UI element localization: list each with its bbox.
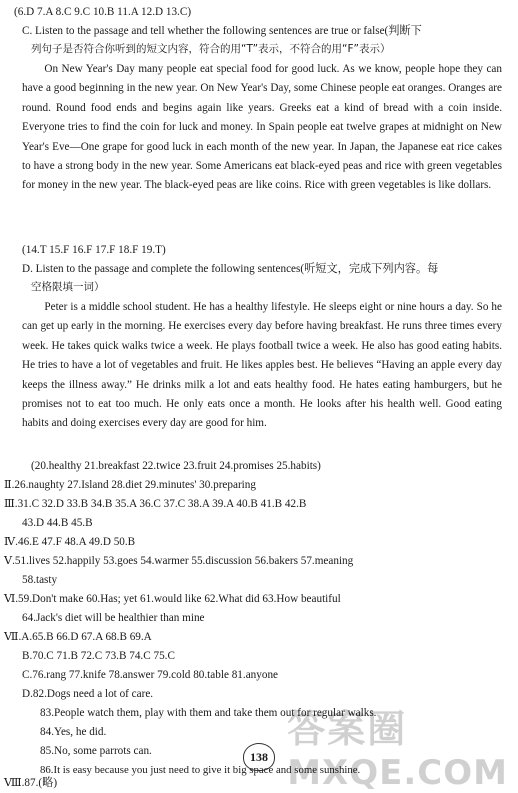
section-ii-answers: Ⅱ.26.naughty 27.Island 28.diet 29.minutes' 30.preparing bbox=[4, 479, 256, 491]
section-iii-answers-2: 43.D 44.B 45.B bbox=[22, 517, 93, 529]
section-c-instruction-en: C. Listen to the passage and tell whether the following sentences are true or false(判断下 bbox=[22, 25, 422, 37]
answer-84: 84.Yes, he did. bbox=[40, 726, 107, 738]
section-vi-answers-1: Ⅵ.59.Don't make 60.Has; yet 61.would like 62.What did 63.How beautiful bbox=[4, 593, 341, 605]
answer-83: 83.People watch them, play with them and take them out for regular walks. bbox=[40, 707, 377, 719]
answer-85: 85.No, some parrots can. bbox=[40, 745, 152, 757]
answers-20-25: (20.healthy 21.breakfast 22.twice 23.fruit 24.promises 25.habits) bbox=[31, 460, 321, 472]
section-vii-b-answers: B.70.C 71.B 72.C 73.B 74.C 75.C bbox=[22, 650, 175, 662]
answers-14-19: (14.T 15.F 16.F 17.F 18.F 19.T) bbox=[22, 244, 166, 256]
section-d-instruction-cn: 空格限填一词） bbox=[31, 281, 105, 293]
section-vii-a-answers: Ⅶ.A.65.B 66.D 67.A 68.B 69.A bbox=[4, 631, 152, 643]
section-v-answers-2: 58.tasty bbox=[22, 574, 58, 586]
section-v-answers-1: Ⅴ.51.lives 52.happily 53.goes 54.warmer 55.discussion 56.bakers 57.meaning bbox=[4, 555, 354, 567]
answers-6-13: (6.D 7.A 8.C 9.C 10.B 11.A 12.D 13.C) bbox=[14, 6, 192, 18]
section-d-instruction-en: D. Listen to the passage and complete the following sentences(听短文，完成下列内容。每 bbox=[22, 263, 439, 275]
watermark-logo: 答案圈 MXQE.COM bbox=[287, 707, 508, 793]
passage-d: Peter is a middle school student. He has a healthy lifestyle. He sleeps eight or nine hours a day. So he can get up early in the morning. He exercises every day before having breakfast. He runs three times every week. He takes quick walks twice a week. He plays football twice a week. He also has good eating habits. He tries to have a lot of vegetables and fruit. He likes apples best. He believes “Having an apple every day keeps the illness away.” He drinks milk a lot and eats healthy food. He hates eating hamburgers, but he promises not to eat too much. He only eats once a month. He looks after his health well. Good eating habits and doing exercises every day are good for him. bbox=[22, 301, 502, 430]
page-number: 138 bbox=[243, 743, 275, 771]
section-iii-answers-1: Ⅲ.31.C 32.D 33.B 34.B 35.A 36.C 37.C 38.A 39.A 40.B 41.B 42.B bbox=[4, 498, 307, 510]
section-viii-answer: Ⅷ.87.(略) bbox=[4, 777, 58, 789]
section-iv-answers: Ⅳ.46.E 47.F 48.A 49.D 50.B bbox=[4, 536, 136, 548]
passage-c: On New Year's Day many people eat special food for good luck. As we know, people hope they can have a good beginning in the new year. On New Year's Day, some Chinese people eat oranges. Oranges are round. Round food ends and begins again like years. Greeks eat a kind of bread with a coin inside. Everyone tries to find the coin for luck and money. In Spain people eat twelve grapes at midnight on New Year's Eve—One grape for good luck in each month of the new year. In Japan, the Japanese eat rice cakes to have a strong body in the new year. Some Americans eat black-eyed peas and rice with green vegetables for money in the new year. The black-eyed peas are like coins. Rice with green vegetables is like dollars. bbox=[22, 63, 502, 192]
section-vii-c-answers: C.76.rang 77.knife 78.answer 79.cold 80.table 81.anyone bbox=[22, 669, 279, 681]
section-c-instruction-cn: 列句子是否符合你听到的短文内容，符合的用“T”表示，不符合的用“F”表示） bbox=[31, 43, 391, 55]
answer-86: 86.It is easy because you just need to give it big space and some sunshine. bbox=[40, 764, 361, 776]
section-vii-d-answer-82: D.82.Dogs need a lot of care. bbox=[22, 688, 154, 700]
section-vi-answers-2: 64.Jack's diet will be healthier than mine bbox=[22, 612, 205, 624]
